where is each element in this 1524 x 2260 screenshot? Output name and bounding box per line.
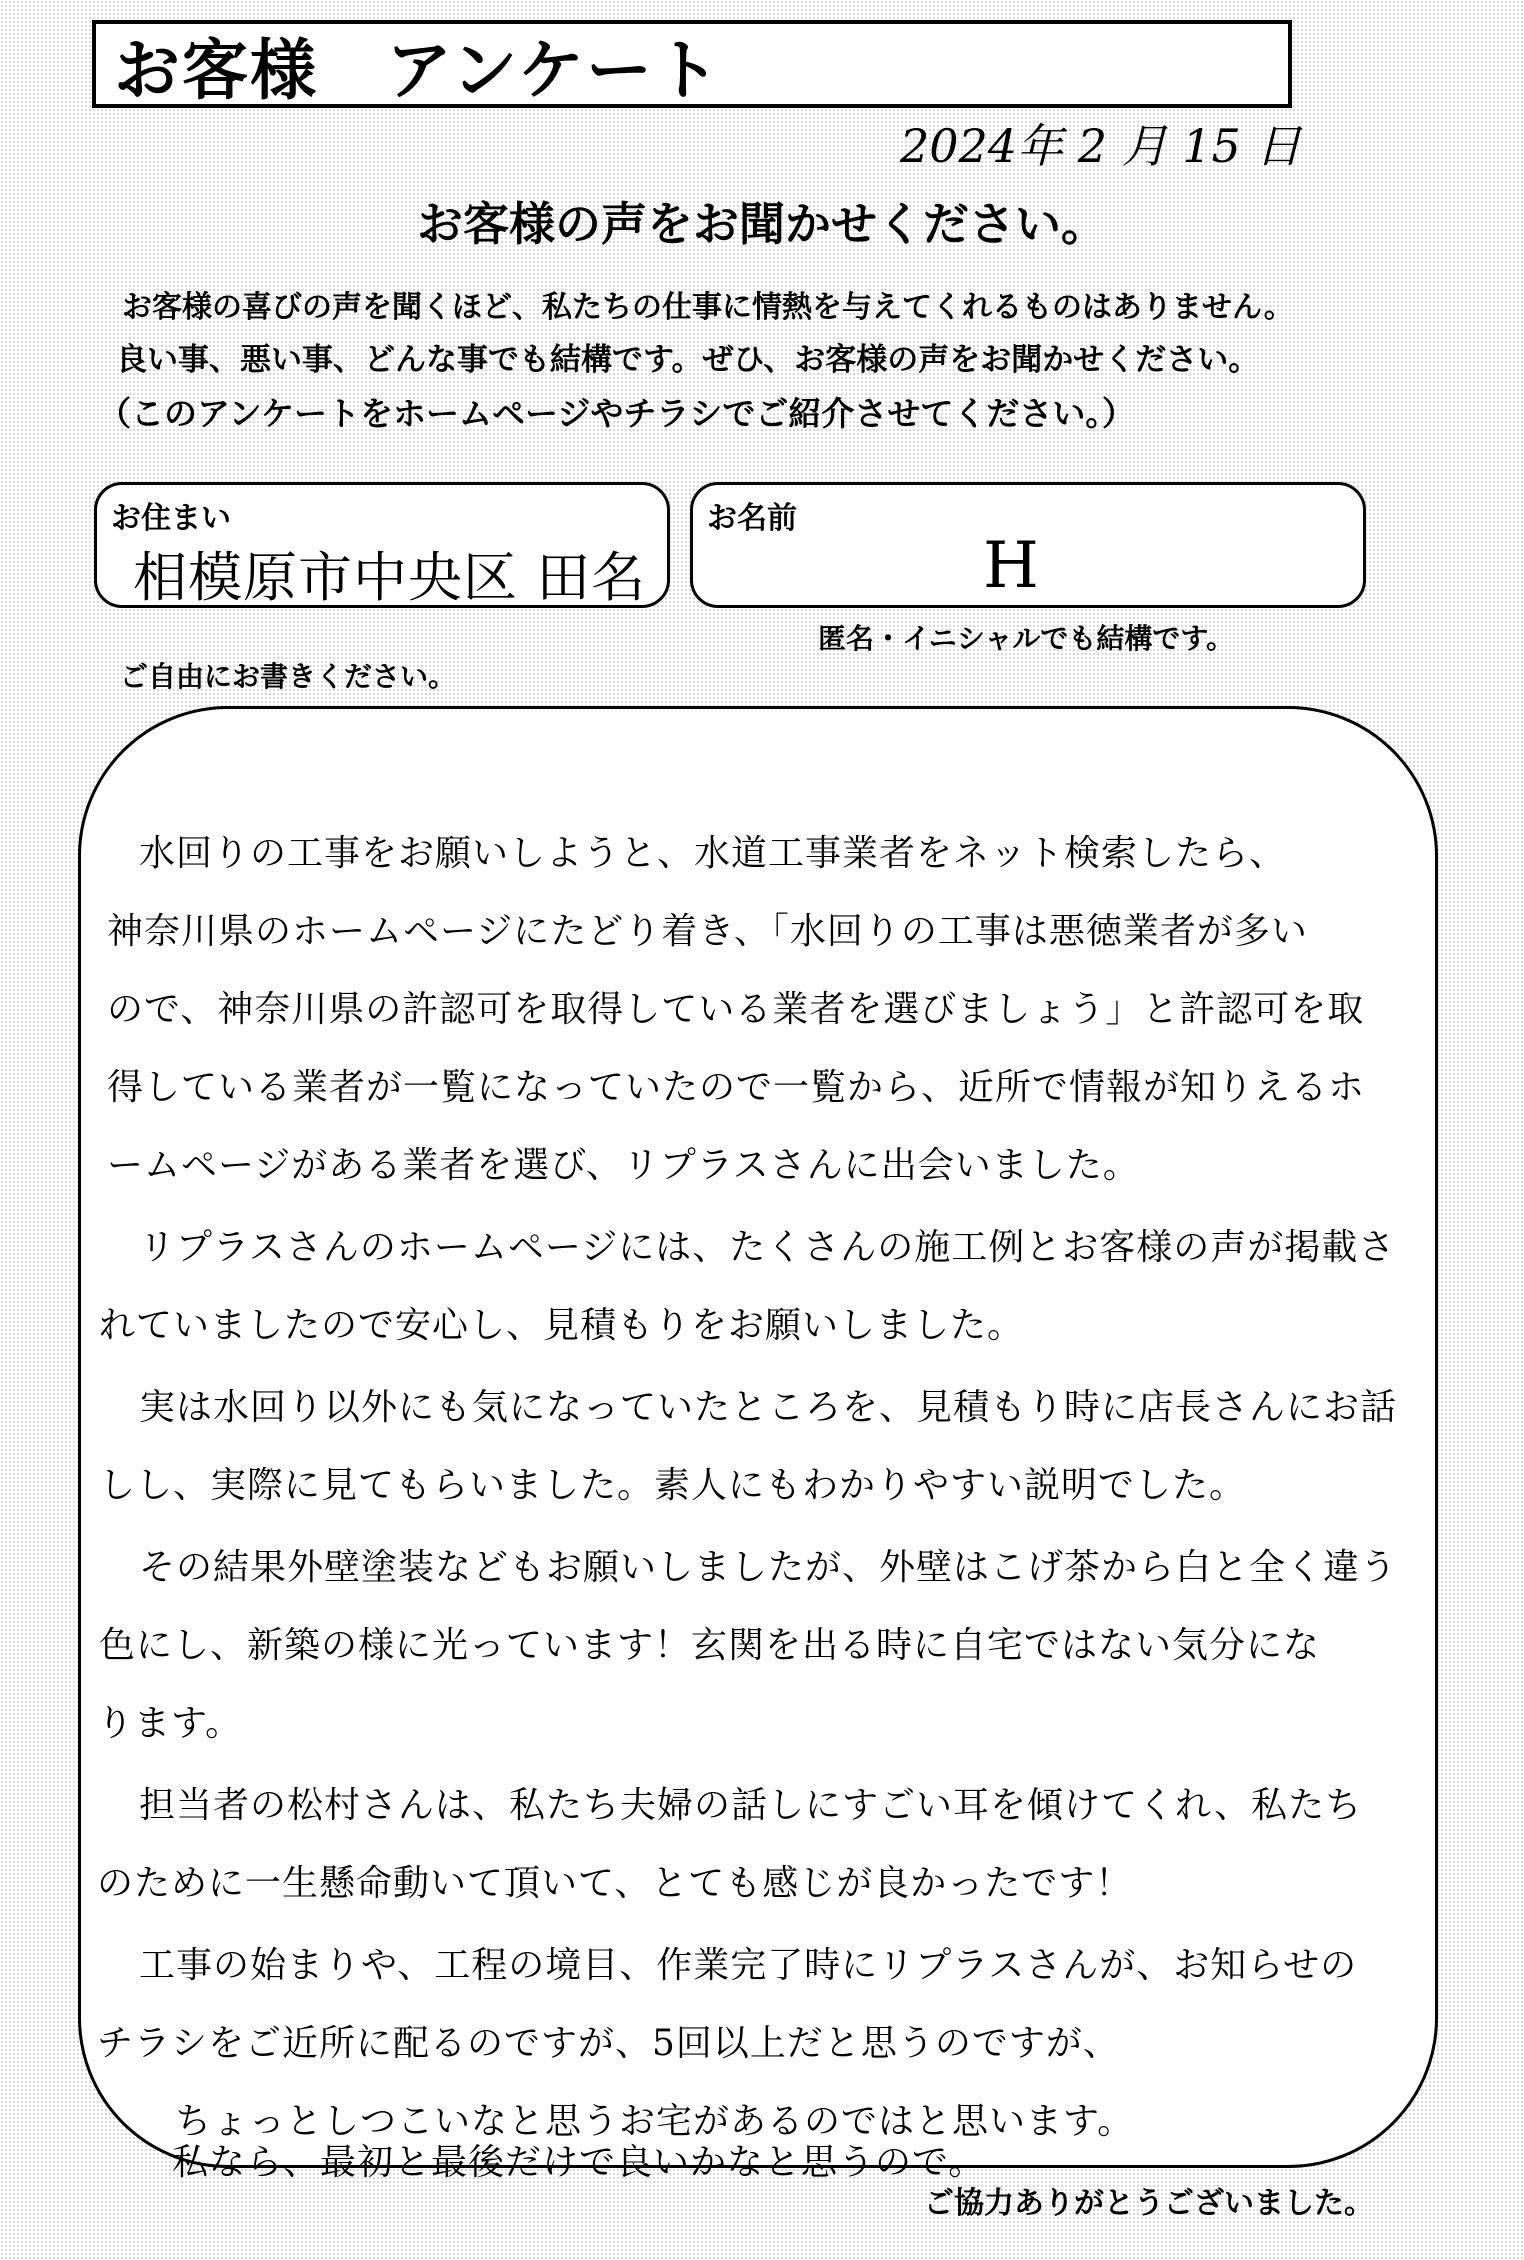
comment-line: リプラスさんのホームページには、たくさんの施工例とお客様の声が掲載さ <box>139 1227 1396 1268</box>
comment-line: 水回りの工事をお願いしようと、水道工事業者をネット検索したら、 <box>139 833 1287 874</box>
survey-title: お客様 アンケート <box>114 31 723 109</box>
comment-line: しし、実際に見てもらいました。素人にもわかりやすい説明でした。 <box>99 1465 1247 1506</box>
intro-line-3: （このアンケートをホームページやチラシでご紹介させてください。） <box>98 394 1135 433</box>
comment-line: ちょっとしつこいなと思うお宅があるのではと思います。 <box>175 2101 1135 2142</box>
address-label: お住まい <box>111 501 231 536</box>
comment-line: 神奈川県のホームページにたどり着き、「水回りの工事は悪徳業者が多い <box>107 911 1308 952</box>
name-label: お名前 <box>707 501 797 536</box>
comment-line: 工事の始まりや、工程の境目、作業完了時にリプラスさんが、お知らせの <box>139 1945 1358 1986</box>
comment-line: その結果外壁塗装などもお願いしましたが、外壁はこげ茶から白と全く違う <box>139 1547 1398 1588</box>
survey-heading: お客様の声をお聞かせください。 <box>417 197 1107 251</box>
free-text-label: ご自由にお書きください。 <box>120 660 457 693</box>
comment-line: ームページがある業者を選び、リプラスさんに出会いました。 <box>107 1145 1140 1186</box>
comment-line: チラシをご近所に配るのですが、5回以上だと思うのですが、 <box>97 2023 1120 2064</box>
comment-line: れていましたので安心し、見積もりをお願いしました。 <box>99 1305 1025 1346</box>
comment-box <box>78 706 1438 2168</box>
comment-line: 担当者の松村さんは、私たち夫婦の話しにすごい耳を傾けてくれ、私たち <box>139 1785 1363 1826</box>
intro-line-1: お客様の喜びの声を聞くほど、私たちの仕事に情熱を与えてくれるものはありません。 <box>122 290 1294 325</box>
comment-line: のために一生懸命動いて頂いて、とても感じが良かったです！ <box>97 1863 1133 1904</box>
comment-line: ので、神奈川県の許認可を取得している業者を選びましょう」と許認可を取 <box>107 989 1365 1030</box>
comment-line: 実は水回り以外にも気になっていたところを、見積もり時に店長さんにお話 <box>139 1387 1398 1428</box>
thanks-text: ご協力ありがとうございました。 <box>924 2186 1374 2221</box>
intro-line-2: 良い事、悪い事、どんな事でも結構です。ぜひ、お客様の声をお聞かせください。 <box>116 342 1260 378</box>
address-field <box>94 482 670 608</box>
comment-line: ります。 <box>97 1703 243 1744</box>
name-note: 匿名・イニシャルでも結構です。 <box>818 622 1235 655</box>
name-field <box>690 482 1366 608</box>
address-value: 相模原市中央区 田名 <box>133 546 647 609</box>
survey-date: 2024年 2 月 15 日 <box>900 119 1302 173</box>
comment-line: 色にし、新築の様に光っています！玄関を出る時に自宅ではない気分にな <box>99 1625 1321 1666</box>
survey-title-box <box>92 20 1292 108</box>
comment-line: 得している業者が一覧になっていたので一覧から、近所で情報が知りえるホ <box>107 1067 1366 1108</box>
comment-line: 私なら、最初と最後だけで良いかなと思うので。 <box>172 2142 986 2183</box>
name-value: H <box>983 529 1039 603</box>
